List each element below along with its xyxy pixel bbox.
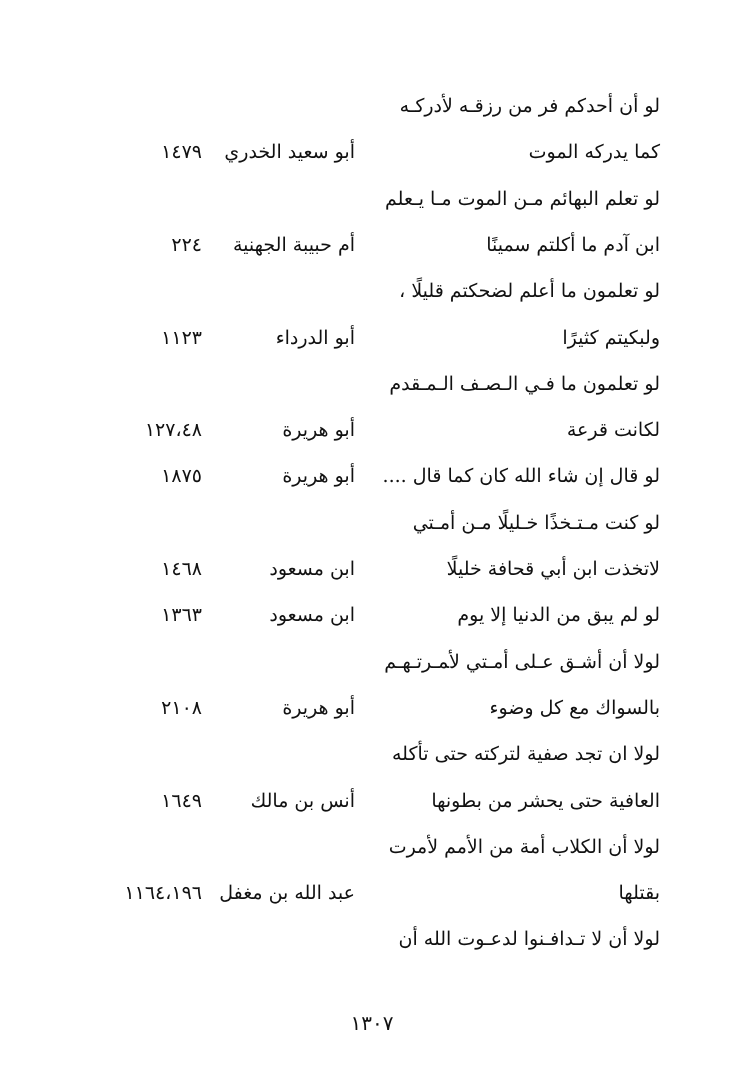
narrator-name: أم حبيبة الجهنية — [233, 233, 355, 256]
hadith-number: ١٤٦٨ — [161, 558, 202, 580]
hadith-text: العافية حتى يحشر من بطونها — [431, 789, 660, 812]
hadith-text: لولا ان تجد صفية لتركته حتى تأكله — [392, 743, 660, 766]
hadith-text: لو أن أحدكم فر من رزقـه لأدركـه — [399, 95, 660, 117]
narrator-name: أبو هريرة — [282, 696, 355, 719]
index-entry-row — [60, 366, 660, 402]
index-entry-row — [60, 88, 660, 124]
page-number: ١٣٠٧ — [350, 1011, 394, 1035]
index-entry-row — [60, 690, 660, 726]
index-entry-row — [60, 551, 660, 587]
hadith-text: ولبكيتم كثيرًا — [562, 326, 660, 349]
hadith-number: ١٤٧٩ — [161, 141, 202, 164]
hadith-number: ١٦٤٩ — [161, 789, 202, 812]
index-entry-row — [60, 273, 660, 309]
narrator-name: أبو سعيد الخدري — [224, 141, 355, 164]
index-entry-row — [60, 783, 660, 819]
index-entry-row — [60, 505, 660, 541]
hadith-text: لو كنت مـتـخذًا خـليلًا مـن أمـتي — [412, 511, 660, 534]
index-entry-row — [60, 181, 660, 217]
hadith-text: لولا أن الكلاب أمة من الأمم لأمرت — [388, 835, 660, 858]
hadith-text: بالسواك مع كل وضوء — [489, 696, 660, 719]
hadith-text: بقتلها — [618, 882, 660, 905]
narrator-name: أنس بن مالك — [250, 789, 355, 812]
narrator-name: ابن مسعود — [269, 604, 355, 627]
hadith-text: ابن آدم ما أكلتم سمينًا — [486, 233, 660, 256]
hadith-text: لو تعلمون ما فـي الـصـف الـمـقدم — [389, 372, 660, 395]
hadith-text: لاتخذت ابن أبي قحافة خليلًا — [446, 558, 660, 580]
hadith-text: لو تعلم البهائم مـن الموت مـا يـعلم — [385, 187, 660, 210]
hadith-number: ١٣٦٣ — [161, 604, 202, 627]
hadith-text: لولا أن لا تـدافـنوا لدعـوت الله أن — [398, 928, 660, 951]
hadith-text: لكانت قرعة — [566, 419, 660, 442]
hadith-text: لو تعلمون ما أعلم لضحكتم قليلًا ، — [399, 280, 660, 303]
narrator-name: أبو هريرة — [282, 419, 355, 442]
narrator-name: عبد الله بن مغفل — [219, 882, 355, 905]
hadith-number: ١١٦٤،١٩٦ — [124, 882, 202, 905]
narrator-name: ابن مسعود — [269, 558, 355, 580]
hadith-number: ١٨٧٥ — [161, 465, 202, 488]
index-entry-row — [60, 320, 660, 356]
index-entry-row — [60, 458, 660, 494]
hadith-text: لولا أن أشـق عـلى أمـتي لأ‍مـرتـهـم — [384, 650, 660, 673]
index-entry-row — [60, 227, 660, 263]
hadith-number: ١١٢٣ — [161, 326, 202, 349]
index-entry-row — [60, 921, 660, 957]
index-entry-row — [60, 644, 660, 680]
hadith-number: ١٢٧،٤٨ — [144, 419, 202, 442]
hadith-text: لو لم يبق من الدنيا إلا يوم — [457, 604, 660, 627]
narrator-name: أبو هريرة — [282, 465, 355, 488]
index-entry-row — [60, 134, 660, 170]
index-entry-row — [60, 875, 660, 911]
narrator-name: أبو الدرداء — [275, 326, 355, 349]
index-entry-row — [60, 736, 660, 772]
hadith-text: كما يدركه الموت — [528, 141, 660, 164]
index-entry-row — [60, 412, 660, 448]
hadith-number: ٢٢٤ — [171, 233, 202, 256]
hadith-number: ٢١٠٨ — [161, 696, 202, 719]
index-entry-row — [60, 829, 660, 865]
hadith-text: لو قال إن شاء الله كان كما قال .... — [382, 465, 660, 488]
index-entry-row — [60, 597, 660, 633]
